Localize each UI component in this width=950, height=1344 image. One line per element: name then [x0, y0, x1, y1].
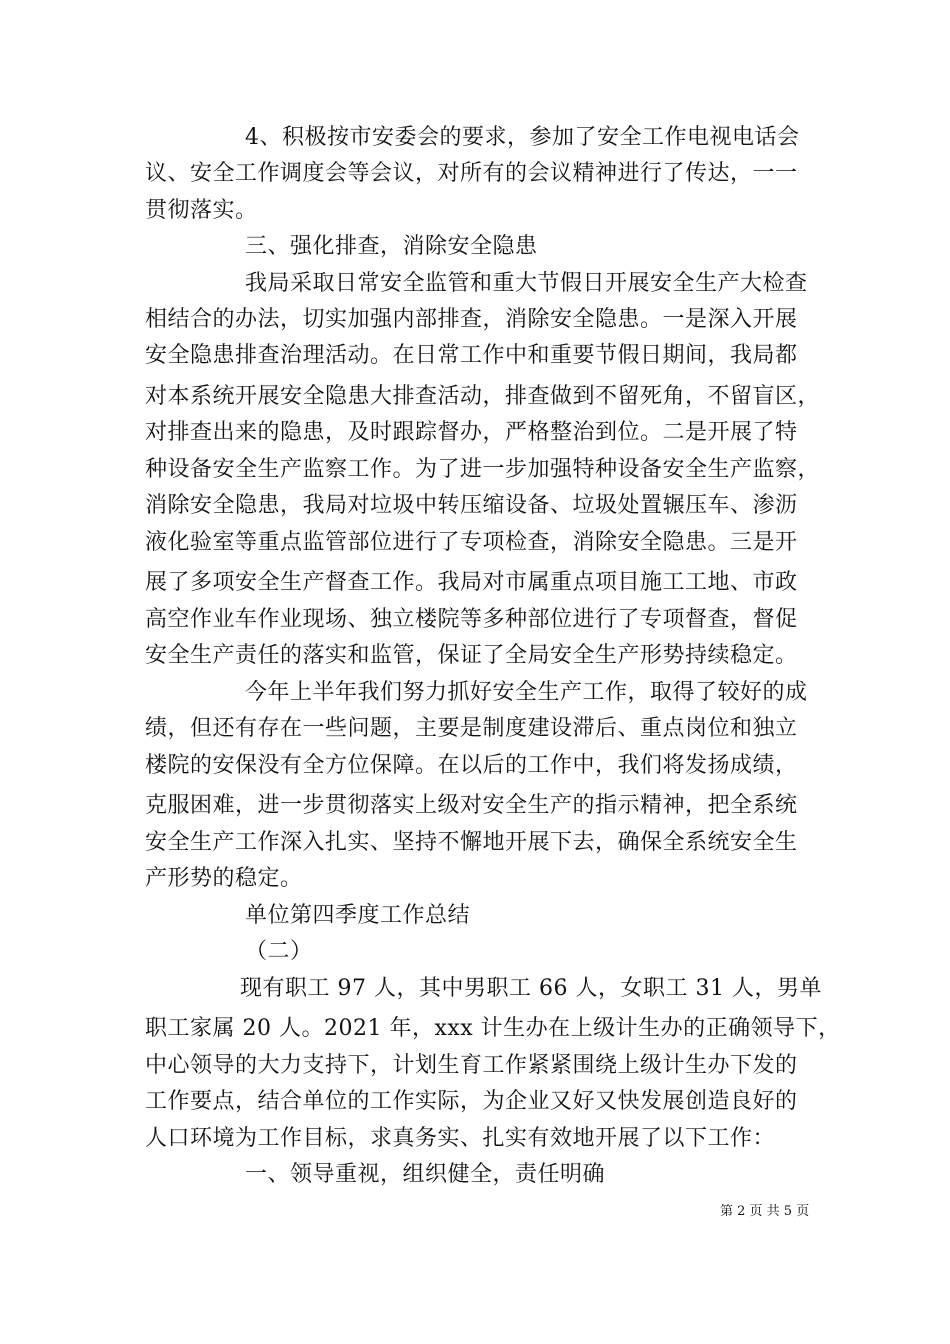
text-line: 职工家属 20 人。2021 年，xxx 计生办在上级计生办的正确领导下， — [145, 1016, 841, 1041]
text-line: 克服困难，进一步贯彻落实上级对安全生产的指示精神，把全系统 — [145, 793, 798, 818]
text-line: 对本系统开展安全隐患大排查活动，排查做到不留死角，不留盲区， — [145, 384, 821, 409]
document-subtitle: （二） — [245, 939, 313, 964]
text-line: 绩，但还有存在一些问题，主要是制度建设滞后、重点岗位和独立 — [145, 716, 798, 741]
text-line: 今年上半年我们努力抓好安全生产工作，取得了较好的成 — [245, 680, 808, 705]
text-line: 对排查出来的隐患，及时跟踪督办，严格整治到位。二是开展了特 — [145, 420, 798, 445]
document-title: 单位第四季度工作总结 — [245, 903, 471, 928]
text-line: 现有职工 97 人，其中男职工 66 人，女职工 31 人，男单 — [240, 976, 822, 1001]
text-line: 楼院的安保没有全方位保障。在以后的工作中，我们将发扬成绩， — [145, 753, 798, 778]
text-line: 液化验室等重点监管部位进行了专项检查，消除安全隐患。三是开 — [145, 530, 798, 555]
text-line: 中心领导的大力支持下，计划生育工作紧紧围绕上级计生办下发的 — [145, 1053, 798, 1078]
text-line: 相结合的办法，切实加强内部排查，消除安全隐患。一是深入开展 — [145, 307, 798, 332]
section-heading: 一、领导重视，组织健全，责任明确 — [245, 1162, 606, 1187]
text-line: 展了多项安全生产督查工作。我局对市属重点项目施工工地、市政 — [145, 570, 798, 595]
text-line: 我局采取日常安全监管和重大节假日开展安全生产大检查 — [245, 271, 808, 296]
text-line: 安全生产工作深入扎实、坚持不懈地开展下去，确保全系统安全生 — [145, 830, 798, 855]
text-line: 4、积极按市安委会的要求，参加了安全工作电视电话会 — [245, 125, 800, 150]
text-line: 人口环境为工作目标，求真务实、扎实有效地开展了以下工作： — [145, 1126, 776, 1151]
text-line: 种设备安全生产监察工作。为了进一步加强特种设备安全生产监察， — [145, 457, 821, 482]
text-line: 安全生产责任的落实和监管，保证了全局安全生产形势持续稳定。 — [145, 643, 798, 668]
text-line: 工作要点，结合单位的工作实际，为企业又好又快发展创造良好的 — [145, 1089, 798, 1114]
section-heading: 三、强化排查，消除安全隐患 — [245, 234, 538, 259]
page-number: 第 2 页 共 5 页 — [720, 1204, 810, 1219]
text-line: 议、安全工作调度会等会议，对所有的会议精神进行了传达，一一 — [145, 161, 798, 186]
text-line: 贯彻落实。 — [145, 198, 258, 223]
text-line: 安全隐患排查治理活动。在日常工作中和重要节假日期间，我局都 — [145, 343, 798, 368]
text-line: 高空作业车作业现场、独立楼院等多种部位进行了专项督查，督促 — [145, 607, 798, 632]
text-line: 产形势的稳定。 — [145, 866, 303, 891]
text-line: 消除安全隐患，我局对垃圾中转压缩设备、垃圾处置辗压车、渗沥 — [145, 493, 798, 518]
